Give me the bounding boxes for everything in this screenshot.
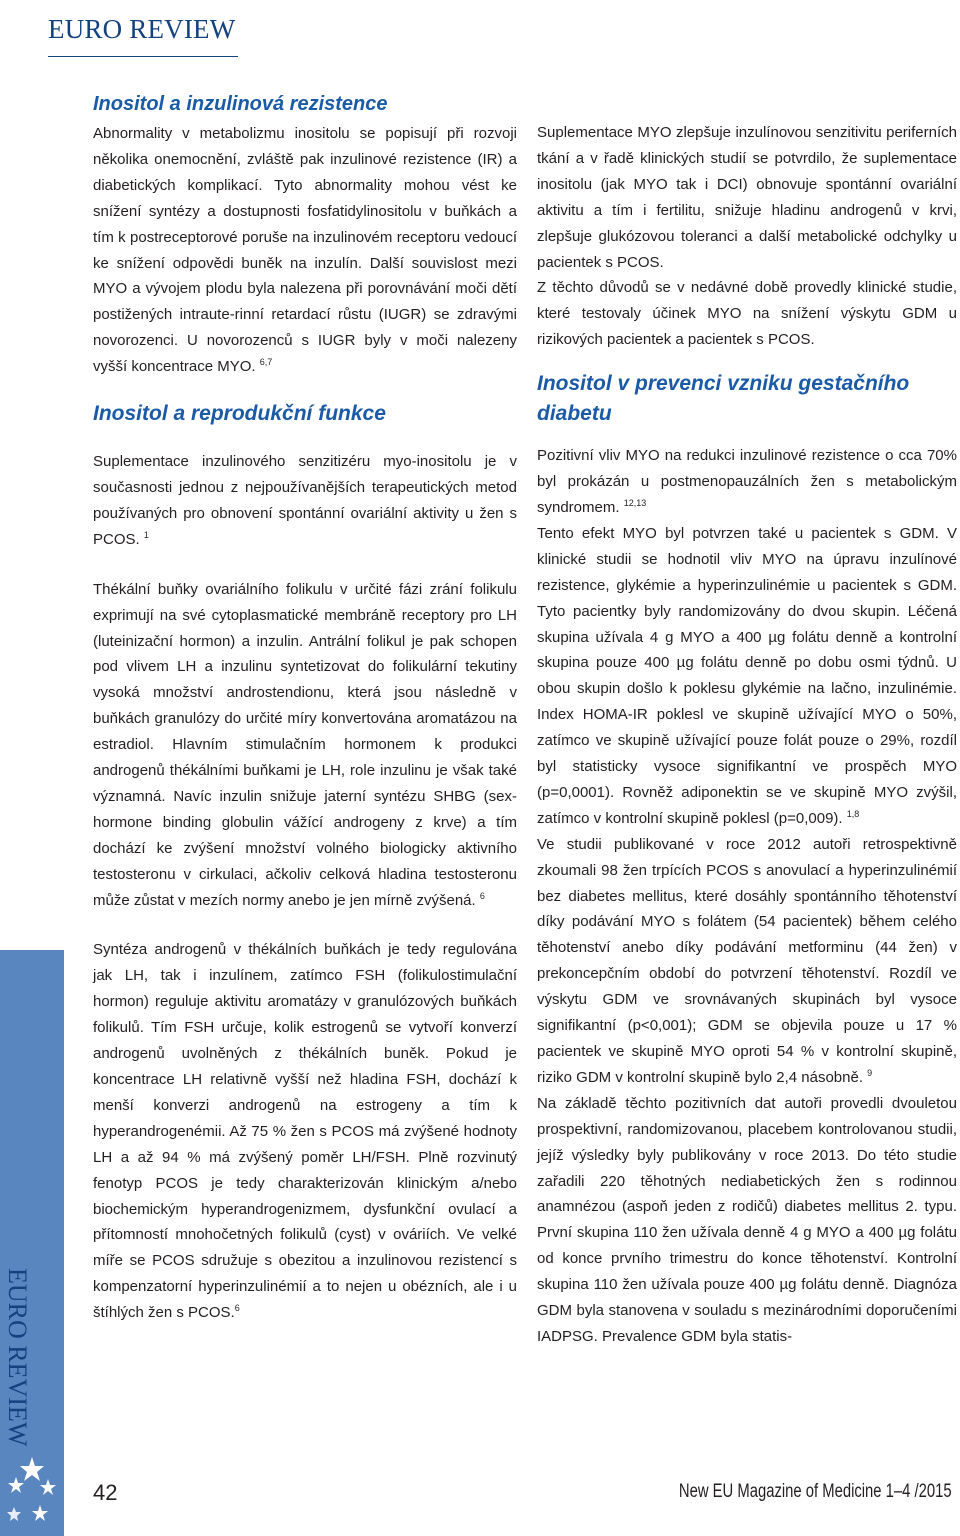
section-heading-insulin-resistance: Inositol a inzulinová rezistence <box>93 93 388 115</box>
paragraph-text: Suplementace inzulinového senzitizéru myo-inositolu je v současnosti jednou z nejpoužívanějších terapeutických metod používaných pro obnovení spontánní ovariální aktivity u žen s PCOS. <box>93 453 517 548</box>
reference-marker: 6 <box>479 890 485 901</box>
paragraph <box>537 443 957 521</box>
right-column <box>537 120 957 1350</box>
section-heading-reproduction: Inositol a reprodukční funkce <box>93 402 386 426</box>
star-icon <box>40 1479 56 1495</box>
paragraph <box>93 937 517 1326</box>
paragraph-text: Pozitivní vliv MYO na redukci inzulinové rezistence o cca 70% byl prokázán u postmenopauzálních žen s metabolickým syndromem. <box>537 447 957 516</box>
reference-marker: 6,7 <box>259 357 273 368</box>
paragraph-text: Abnormality v metabolizmu inositolu se popisují při rozvoji několika onemocnění, zvláště pak inzulinové rezistence (IR) a diabetických komplikací. Tyto abnormality mohou vést ke snížení syntézy a dostupnosti fosfatidylinositolu v buňkách a tím k postreceptorové poruše na inzulinovém receptoru vedoucí ke snížení odpovědi buněk na inzulín. Další souvislost mezi MYO a vývojem plodu byla nalezena při porovnávání moči dětí postižených intraute-rinní retardací růstu (IUGR) se zdravými novorozenci. U novorozenců s IUGR byly v moči nalezeny vyšší koncentrace MYO. <box>93 125 517 376</box>
paragraph-text: Ve studii publikované v roce 2012 autoři retrospektivně zkoumali 98 žen trpících PCOS s anovulací a hyperinzulinémií bez diabetes mellitus, které dosáhly spontánního těhotenství díky podávání MYO s folátem (54 pacientek) během celého těhotenství anebo díky podávání metforminu (44 žen) v prekoncepčním období do potvrzení těhotenství. Rozdíl ve výskytu GDM ve srovnávaných skupinách byl vysoce signifikantní (p<0,001); GDM se objevila pouze u 17 % pacientek ve skupině MYO oproti 54 % v kontrolní skupině, riziko GDM v kontrolní skupině bylo 2,4 násobně. <box>537 835 957 1086</box>
paragraph-text: Syntéza androgenů v thékálních buňkách je tedy regulována jak LH, tak i inzulínem, zatímco FSH (folikulostimulační hormon) reguluje aktivitu aromatázy v granulózových buňkách folikulů. Tím FSH určuje, kolik estrogenů se vytvoří konverzí androgenů uvolněných z thékálních buněk. Pokud je koncentrace LH relativně vyšší než hladina FSH, dochází k menší konverzi androgenů na estrogeny a tím k hyperandrogenémii. Až 75 % žen s PCOS má zvýšené hodnoty LH a až 94 % má zvýšený poměr LH/FSH. Plně rozvinutý fenotyp PCOS je tedy charakterizován klinickým a/nebo biochemickým hyperandrogenizmem, dysfunkční ovulací a přítomností mnohočetných folikulů (cyst) v ováriích. Ve velké míře se PCOS sdružuje s obezitou a inzulinovou rezistencí s kompenzatorní hyperinzulinémií a to nejen u obézních, ale i u štíhlých žen s PCOS. <box>93 941 517 1322</box>
paragraph <box>93 449 517 553</box>
paragraph <box>93 121 517 380</box>
paragraph-text: Tento efekt MYO byl potvrzen také u pacientek s GDM. V klinické studii se hodnotil vliv MYO na úpravu inzulínové rezistence, glykémie a hyperinzulinémie u pacientek s GDM. Tyto pacientky byly randomizovány do dvou skupin. Léčená skupina užívala 4 g MYO a 400 µg folátu denně a kontrolní skupina pouze 400 µg folátu denně po dobu osmi týdnů. U obou skupin došlo k poklesu glykémie na lačno, inzulinémie. Index HOMA-IR poklesl ve skupině užívající MYO o 50%, zatímco ve skupině užívající pouze folát pouze o 29%, rozdíl byl statisticky vysoce signifikantní ve prospěch MYO (p=0,0001). Rovněž adiponektin se ve skupině MYO zvýšil, zatímco v kontrolní skupině poklesl (p=0,009). <box>537 524 957 827</box>
star-icon <box>32 1505 48 1521</box>
reference-marker: 6 <box>234 1303 240 1314</box>
masthead-rule <box>48 56 238 57</box>
stars-icon <box>0 1455 64 1536</box>
star-icon <box>8 1477 24 1493</box>
section-heading-gestational-diabetes: Inositol v prevenci vzniku gestačního diabetu <box>537 372 910 426</box>
masthead-brand: EURO REVIEW <box>48 14 236 44</box>
reference-marker: 1 <box>143 529 149 540</box>
star-icon <box>7 1507 21 1521</box>
paragraph-text: Thékální buňky ovariálního folikulu v určité fázi zrání folikulu exprimují na své cytoplasmatické membráně receptory pro LH (luteinizační hormon) a inzulin. Antrální folikul je pak schopen pod vlivem LH a inzulinu syntetizovat do folikulární tekutiny vysoká množství androstendionu, která jsou následně v buňkách granulózy do určité míry konvertována aromatázou na estradiol. Hlavním stimulačním hormonem k produkci androgenů thékálními buňkami je LH, role inzulinu je však také významná. Navíc inzulin snižuje jaterní syntézu SHBG (sex-hormone binding globulin vážící androgeny z krve) a tím dochází ke zvýšení množství volného biologicky aktivního testosteronu v cirkulaci, ačkoliv celková hladina testosteronu může zůstat v mezích normy anebo je jen mírně zvýšená. <box>93 580 517 909</box>
star-icon <box>20 1457 44 1481</box>
left-column <box>93 90 517 1326</box>
reference-marker: 9 <box>867 1067 873 1078</box>
paragraph <box>537 832 957 1091</box>
reference-marker: 1,8 <box>846 808 860 819</box>
paragraph: Suplementace MYO zlepšuje inzulínovou senzitivitu periferních tkání a v řadě klinických studií se potvrdilo, že suplementace inositolu (jak MYO tak i DCI) obnovuje spontánní ovariální aktivitu a tím i fertilitu, snižuje hladinu androgenů v krvi, zlepšuje glukózovou toleranci a další metabolické odchylky u pacientek s PCOS. <box>537 124 957 271</box>
paragraph: Z těchto důvodů se v nedávné době provedly klinické studie, které testovaly účinek MYO na snížení výskytu GDM u rizikových pacientek a pacientek s PCOS. <box>537 279 957 349</box>
paragraph <box>537 521 957 832</box>
page-number: 42 <box>93 1480 118 1505</box>
paragraph: Na základě těchto pozitivních dat autoři provedli dvouletou prospektivní, randomizovanou, placebem kontrolovanou studii, jejíž výsledky byly publikovány v roce 2013. Do této studie zařadili 220 těhotných nediabetických žen s rodinnou anamnézou (aspoň jeden z rodičů) diabetes mellitus 2. typu. První skupina 110 žen užívala denně 4 g MYO a 400 µg folátu od konce prvního trimestru do konce těhotenství. Kontrolní skupina 110 žen užívala pouze 400 µg folátu denně. Diagnóza GDM byla stanovena v souladu s mezinárodními doporučeními IADPSG. Prevalence GDM byla statis- <box>537 1094 957 1345</box>
journal-footer: New EU Magazine of Medicine 1–4 /2015 <box>679 1481 952 1502</box>
sidebar-brand-text: EURO REVIEW <box>3 1268 32 1447</box>
sidebar-brand <box>0 1268 64 1458</box>
reference-marker: 12,13 <box>623 497 647 508</box>
paragraph <box>93 577 517 914</box>
